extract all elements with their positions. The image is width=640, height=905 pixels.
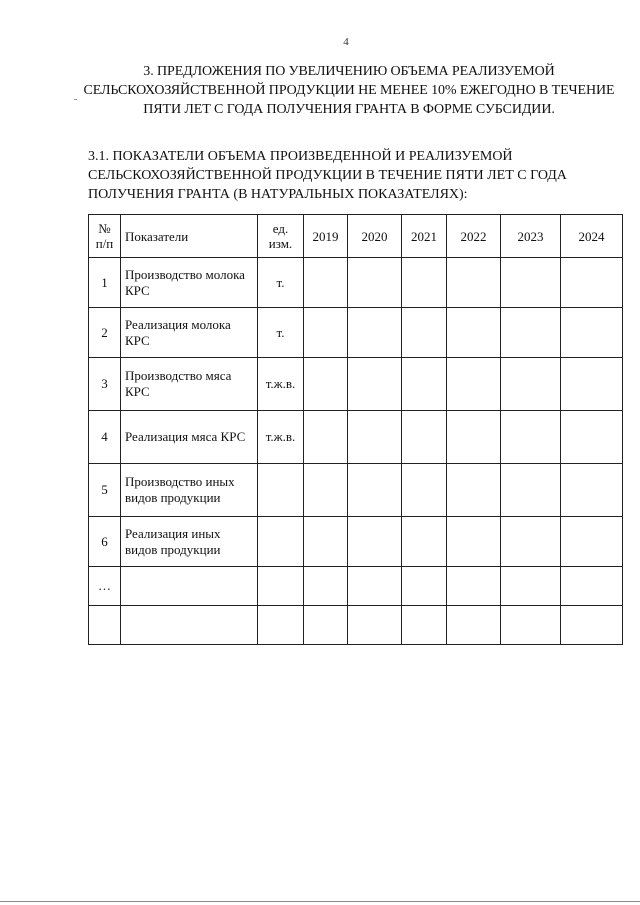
table-row xyxy=(89,308,623,358)
table-row xyxy=(89,567,623,606)
year-cell xyxy=(561,308,623,358)
year-cell xyxy=(447,606,501,645)
year-cell xyxy=(402,308,447,358)
row-name: Производство иных видов продукции xyxy=(121,464,258,517)
year-cell xyxy=(304,258,348,308)
year-cell xyxy=(501,464,561,517)
year-cell xyxy=(402,258,447,308)
year-cell xyxy=(561,606,623,645)
year-cell xyxy=(348,606,402,645)
row-name xyxy=(121,606,258,645)
row-unit xyxy=(258,464,304,517)
year-cell xyxy=(402,411,447,464)
year-cell xyxy=(501,517,561,567)
row-num: 1 xyxy=(89,258,121,308)
year-cell xyxy=(501,358,561,411)
header-year: 2024 xyxy=(561,215,623,258)
year-cell xyxy=(561,358,623,411)
year-cell xyxy=(304,358,348,411)
year-cell xyxy=(402,567,447,606)
header-num: № п/п xyxy=(89,215,121,258)
header-year: 2022 xyxy=(447,215,501,258)
table-row xyxy=(89,517,623,567)
year-cell xyxy=(447,567,501,606)
header-name: Показатели xyxy=(121,215,258,258)
row-name: Производство мяса КРС xyxy=(121,358,258,411)
year-cell xyxy=(447,358,501,411)
row-unit xyxy=(258,517,304,567)
row-num: 2 xyxy=(89,308,121,358)
row-unit xyxy=(258,567,304,606)
row-num xyxy=(89,606,121,645)
year-cell xyxy=(304,567,348,606)
row-num: 3 xyxy=(89,358,121,411)
table-row xyxy=(89,606,623,645)
year-cell xyxy=(304,464,348,517)
year-cell xyxy=(402,517,447,567)
year-cell xyxy=(348,411,402,464)
table-row xyxy=(89,258,623,308)
scan-edge-line xyxy=(0,901,640,902)
page-number: 4 xyxy=(343,36,349,48)
scan-artifact xyxy=(74,99,77,100)
row-name: Реализация молока КРС xyxy=(121,308,258,358)
year-cell xyxy=(561,567,623,606)
year-cell xyxy=(348,358,402,411)
year-cell xyxy=(304,606,348,645)
year-cell xyxy=(447,308,501,358)
year-cell xyxy=(402,606,447,645)
year-cell xyxy=(447,411,501,464)
year-cell xyxy=(402,358,447,411)
row-num: 4 xyxy=(89,411,121,464)
row-name: Производство молока КРС xyxy=(121,258,258,308)
header-year: 2021 xyxy=(402,215,447,258)
year-cell xyxy=(447,517,501,567)
table-row xyxy=(89,358,623,411)
year-cell xyxy=(561,411,623,464)
row-name: Реализация иных видов продукции xyxy=(121,517,258,567)
row-unit: т. xyxy=(258,308,304,358)
year-cell xyxy=(304,308,348,358)
year-cell xyxy=(447,464,501,517)
row-num: 5 xyxy=(89,464,121,517)
table-row xyxy=(89,464,623,517)
year-cell xyxy=(501,258,561,308)
row-num: 6 xyxy=(89,517,121,567)
year-cell xyxy=(348,567,402,606)
section-title: 3. ПРЕДЛОЖЕНИЯ ПО УВЕЛИЧЕНИЮ ОБЪЕМА РЕАЛИЗУЕМОЙ СЕЛЬСКОХОЗЯЙСТВЕННОЙ ПРОДУКЦИИ НЕ МЕНЕЕ 10% ЕЖЕГОДНО В ТЕЧЕНИЕ ПЯТИ ЛЕТ С ГОДА ПОЛУЧЕНИЯ ГРАНТА В ФОРМЕ СУБСИДИИ. xyxy=(83,64,615,117)
table-header-row xyxy=(89,215,623,258)
year-cell xyxy=(561,464,623,517)
row-num: … xyxy=(89,567,121,606)
table-row xyxy=(89,411,623,464)
header-year: 2023 xyxy=(501,215,561,258)
year-cell xyxy=(348,517,402,567)
year-cell xyxy=(561,258,623,308)
year-cell xyxy=(402,464,447,517)
row-unit: т.ж.в. xyxy=(258,411,304,464)
subsection-title: 3.1. ПОКАЗАТЕЛИ ОБЪЕМА ПРОИЗВЕДЕННОЙ И РЕАЛИЗУЕМОЙ СЕЛЬСКОХОЗЯЙСТВЕННОЙ ПРОДУКЦИИ В ТЕЧЕНИЕ ПЯТИ ЛЕТ С ГОДА ПОЛУЧЕНИЯ ГРАНТА (В НАТУРАЛЬНЫХ ПОКАЗАТЕЛЯХ): xyxy=(88,149,567,202)
year-cell xyxy=(304,517,348,567)
year-cell xyxy=(501,567,561,606)
header-year: 2019 xyxy=(304,215,348,258)
year-cell xyxy=(348,308,402,358)
year-cell xyxy=(304,411,348,464)
row-unit: т.ж.в. xyxy=(258,358,304,411)
year-cell xyxy=(501,606,561,645)
row-unit xyxy=(258,606,304,645)
year-cell xyxy=(348,464,402,517)
year-cell xyxy=(447,258,501,308)
row-unit: т. xyxy=(258,258,304,308)
row-name xyxy=(121,567,258,606)
year-cell xyxy=(501,308,561,358)
year-cell xyxy=(501,411,561,464)
row-name: Реализация мяса КРС xyxy=(121,411,258,464)
year-cell xyxy=(348,258,402,308)
indicators-table xyxy=(88,214,623,645)
header-year: 2020 xyxy=(348,215,402,258)
year-cell xyxy=(561,517,623,567)
header-unit: ед. изм. xyxy=(258,215,304,258)
